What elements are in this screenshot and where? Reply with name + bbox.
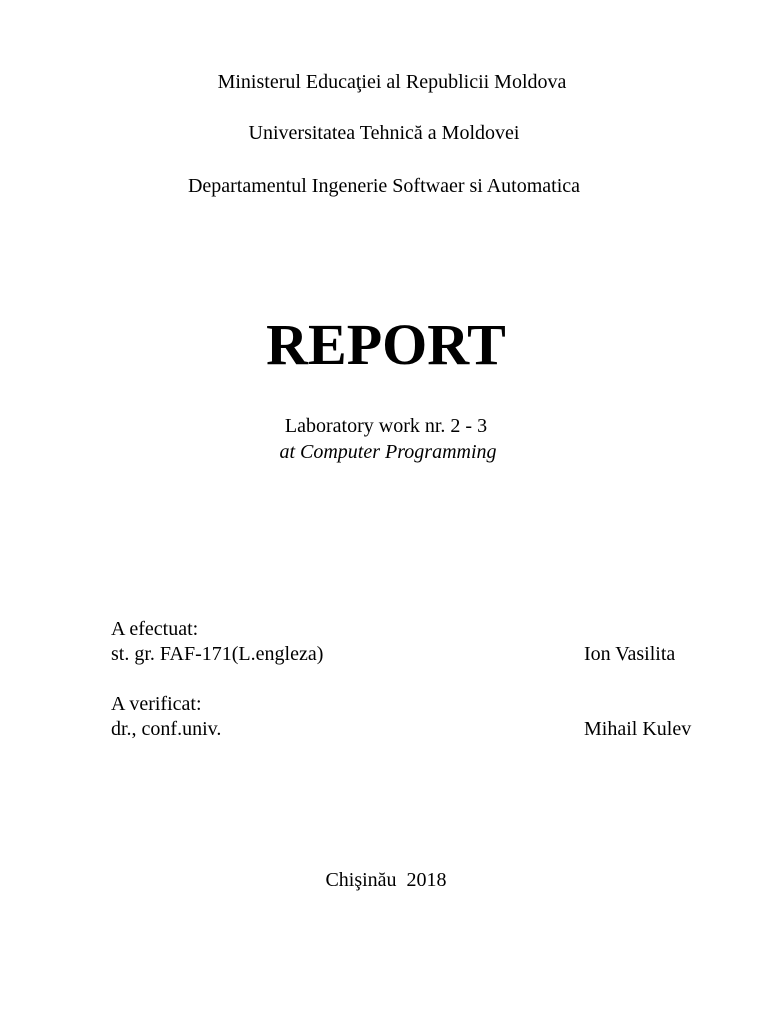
lab-work-line: Laboratory work nr. 2 - 3 xyxy=(284,415,488,437)
place-year: Chişinău 2018 xyxy=(325,869,447,891)
ministry-heading: Ministerul Educaţiei al Republicii Moldova xyxy=(217,71,567,93)
student-group: st. gr. FAF-171(L.engleza) xyxy=(111,643,324,665)
page-title: REPORT xyxy=(266,312,506,377)
performed-label: A efectuat: xyxy=(111,618,199,640)
teacher-title: dr., conf.univ. xyxy=(111,718,222,740)
department-heading: Departamentul Ingenerie Softwaer si Automatica xyxy=(187,175,581,197)
student-name: Ion Vasilita xyxy=(584,643,676,665)
verified-label: A verificat: xyxy=(111,693,202,715)
teacher-name: Mihail Kulev xyxy=(584,718,692,740)
subject-line: at Computer Programming xyxy=(279,441,497,463)
university-heading: Universitatea Tehnică a Moldovei xyxy=(248,122,520,144)
